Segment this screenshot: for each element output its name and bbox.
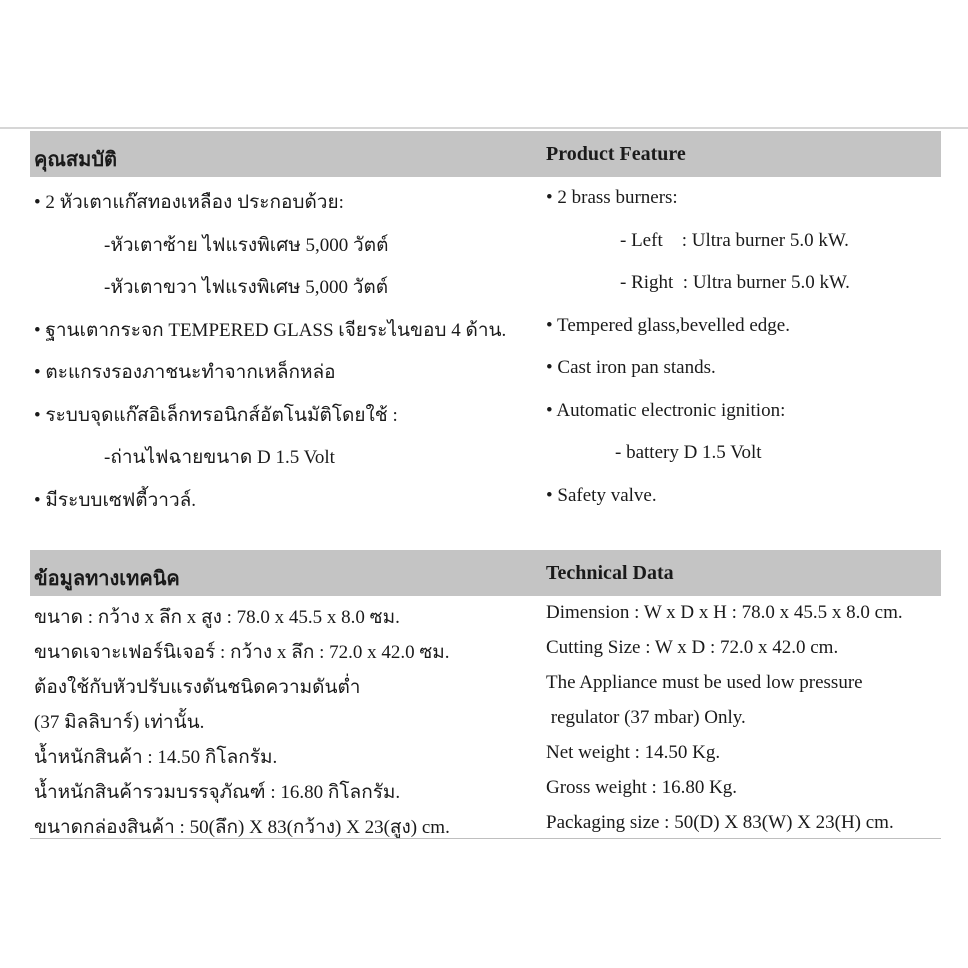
feature-th: • ตะแกรงรองภาชนะทำจากเหล็กหล่อ — [34, 362, 336, 383]
tech-th: ขนาด : กว้าง x ลึก x สูง : 78.0 x 45.5 x 8.0 ซม. — [34, 607, 400, 628]
tech-row — [30, 596, 941, 631]
feature-th: -ถ่านไฟฉายขนาด D 1.5 Volt — [104, 447, 335, 468]
tech-row — [30, 701, 941, 736]
tech-th: ขนาดกล่องสินค้า : 50(ลึก) X 83(กว้าง) X 23(สูง) cm. — [34, 817, 450, 838]
tech-th: น้ำหนักสินค้า : 14.50 กิโลกรัม. — [34, 747, 278, 768]
feature-th: -หัวเตาขวา ไฟแรงพิเศษ 5,000 วัตต์ — [104, 277, 389, 298]
tech-en: regulator (37 mbar) Only. — [546, 707, 746, 728]
feature-en: • Automatic electronic ignition: — [546, 399, 786, 421]
technical-data-section — [30, 550, 941, 841]
feature-th: • 2 หัวเตาแก๊สทองเหลือง ประกอบด้วย: — [34, 192, 344, 213]
feature-th: • มีระบบเซฟตี้วาวล์. — [34, 489, 197, 511]
product-feature-section — [30, 131, 941, 517]
feature-row — [30, 305, 941, 348]
technical-data-header-en: Technical Data — [546, 562, 674, 584]
tech-th: (37 มิลลิบาร์) เท่านั้น. — [34, 712, 205, 733]
bottom-divider — [30, 838, 941, 839]
tech-row — [30, 631, 941, 666]
tech-en: Dimension : W x D x H : 78.0 x 45.5 x 8.0 cm. — [546, 602, 903, 623]
feature-en: - battery D 1.5 Volt — [615, 442, 762, 463]
feature-row — [30, 432, 941, 475]
tech-row — [30, 806, 941, 841]
technical-data-header-th: ข้อมูลทางเทคนิค — [34, 568, 180, 590]
technical-data-header — [30, 550, 941, 596]
product-feature-header-en: Product Feature — [546, 143, 686, 165]
feature-en: • Tempered glass,bevelled edge. — [546, 314, 790, 336]
feature-en: • Cast iron pan stands. — [546, 357, 716, 378]
feature-th: • ระบบจุดแก๊สอิเล็กทรอนิกส์อัตโนมัติโดยใช้ : — [34, 404, 398, 426]
tech-en: The Appliance must be used low pressure — [546, 672, 863, 693]
feature-en: • 2 brass burners: — [546, 187, 678, 208]
tech-en: Gross weight : 16.80 Kg. — [546, 777, 738, 798]
product-feature-header-th: คุณสมบัติ — [34, 149, 118, 171]
feature-row — [30, 475, 941, 518]
feature-en: • Safety valve. — [546, 484, 657, 506]
feature-th: -หัวเตาซ้าย ไฟแรงพิเศษ 5,000 วัตต์ — [104, 234, 389, 256]
feature-row — [30, 390, 941, 433]
tech-th: น้ำหนักสินค้ารวมบรรจุภัณฑ์ : 16.80 กิโลกรัม. — [34, 782, 401, 803]
product-feature-header — [30, 131, 941, 177]
feature-th: • ฐานเตากระจก TEMPERED GLASS เจียระไนขอบ 4 ด้าน. — [34, 319, 507, 341]
tech-en: Packaging size : 50(D) X 83(W) X 23(H) cm. — [546, 812, 894, 833]
tech-row — [30, 736, 941, 771]
top-divider — [0, 127, 968, 129]
feature-row — [30, 220, 941, 263]
feature-row — [30, 262, 941, 305]
tech-th: ต้องใช้กับหัวปรับแรงดันชนิดความดันต่ำ — [34, 677, 361, 698]
tech-en: Cutting Size : W x D : 72.0 x 42.0 cm. — [546, 637, 839, 658]
tech-row — [30, 771, 941, 806]
tech-en: Net weight : 14.50 Kg. — [546, 742, 721, 763]
feature-en: - Right : Ultra burner 5.0 kW. — [620, 272, 850, 293]
feature-row — [30, 177, 941, 220]
feature-en: - Left : Ultra burner 5.0 kW. — [620, 229, 849, 251]
feature-row — [30, 347, 941, 390]
tech-row — [30, 666, 941, 701]
tech-th: ขนาดเจาะเฟอร์นิเจอร์ : กว้าง x ลึก : 72.0 x 42.0 ซม. — [34, 642, 450, 663]
